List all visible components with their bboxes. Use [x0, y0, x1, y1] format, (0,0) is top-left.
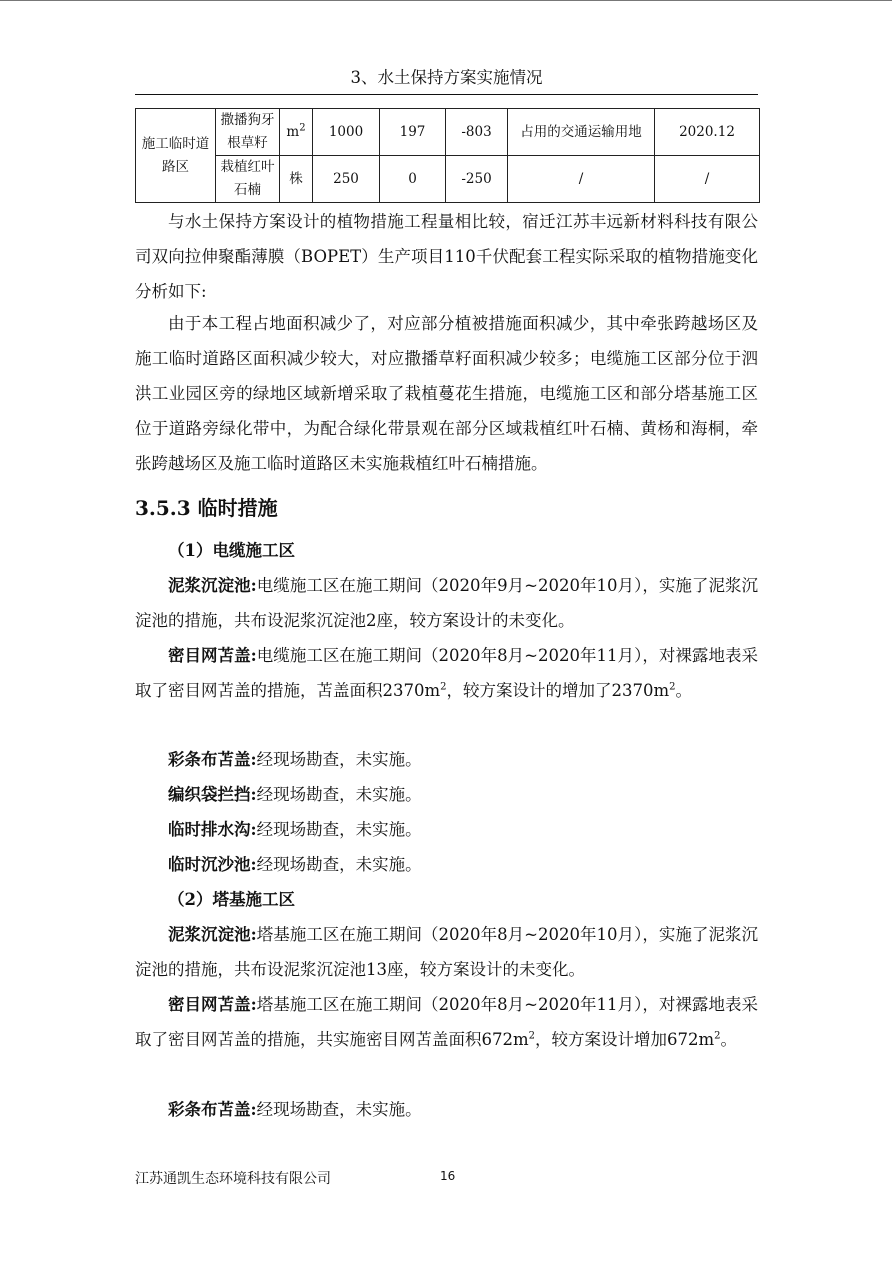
subheading-cable: （1）电缆施工区	[168, 541, 295, 560]
date-cell: /	[655, 156, 760, 203]
paragraph-comparison: 与水土保持方案设计的植物措施工程量相比较，宿迁江苏丰远新材料科技有限公司双向拉伸聚酯薄膜（BOPET）生产项目110千伏配套工程实际采取的植物措施变化分析如下:	[135, 212, 758, 301]
cable-sand-paragraph: 临时沉沙池:经现场勘查，未实施。	[168, 855, 422, 874]
header-rule	[135, 94, 758, 95]
cable-mud-text: 电缆施工区在施工期间（2020年9月~2020年10月），实施了泥浆沉淀池的措施，共布设泥浆沉淀池2座，较方案设计的未变化。	[135, 576, 758, 630]
paragraph-analysis: 由于本工程占地面积减少了，对应部分植被措施面积减少，其中牵张跨越场区及施工临时道路区面积减少较大，对应撒播草籽面积减少较多；电缆施工区部分位于泗洪工业园区旁的绿地区域新增采取了栽植蔓花生措施，电缆施工区和部分塔基施工区位于道路旁绿化带中，为配合绿化带景观在部分区域栽植红叶石楠、黄杨和海桐，牵张跨越场区及施工临时道路区未实施栽植红叶石楠措施。	[135, 314, 758, 473]
planned-cell: 1000	[313, 109, 380, 156]
table-row	[136, 156, 760, 203]
date-cell: 2020.12	[655, 109, 760, 156]
cable-net-paragraph: 密目网苫盖:电缆施工区在施工期间（2020年8月~2020年11月），对裸露地表采取了密目网苫盖的措施，苫盖面积$2370m^2$，较方案设计的增加了$2370m^2$。	[135, 646, 758, 700]
cable-mud-paragraph	[135, 568, 758, 638]
section-heading: 3.5.3 临时措施	[135, 496, 278, 520]
change-cell: -803	[446, 109, 508, 156]
cable-mud-label: 泥浆沉淀池:	[168, 576, 257, 595]
tower-cloth-paragraph: 彩条布苫盖:经现场勘查，未实施。	[168, 1100, 422, 1119]
page-header: 3、水土保持方案实施情况	[350, 68, 543, 87]
change-cell: -250	[446, 156, 508, 203]
tower-mud-paragraph: 泥浆沉淀池:塔基施工区在施工期间（2020年8月~2020年10月），实施了泥浆沉淀池的措施，共布设泥浆沉淀池13座，较方案设计的未变化。	[135, 925, 758, 979]
actual-cell: 0	[380, 156, 446, 203]
table-row	[136, 109, 760, 156]
top-border	[0, 0, 892, 1]
measures-table	[135, 108, 760, 203]
unit-cell: $m^2$	[280, 109, 313, 156]
planned-cell: 250	[313, 156, 380, 203]
measure-cell: 撒播狗牙根草籽	[216, 109, 280, 156]
cable-net-label: 密目网苫盖:	[168, 646, 257, 665]
cable-cloth-paragraph: 彩条布苫盖:经现场勘查，未实施。	[168, 750, 422, 769]
area-cell: 施工临时道路区	[136, 109, 216, 203]
unit-cell: 株	[280, 156, 313, 203]
subheading-tower: （2）塔基施工区	[168, 890, 295, 909]
measure-cell: 栽植红叶石楠	[216, 156, 280, 203]
cable-drain-paragraph: 临时排水沟:经现场勘查，未实施。	[168, 820, 422, 839]
actual-cell: 197	[380, 109, 446, 156]
cable-bag-paragraph: 编织袋拦挡:经现场勘查，未实施。	[168, 785, 422, 804]
note-cell: /	[508, 156, 655, 203]
tower-net-paragraph: 密目网苫盖:塔基施工区在施工期间（2020年8月~2020年11月），对裸露地表采取了密目网苫盖的措施，共实施密目网苫盖面积$672m^2$，较方案设计增加$672m^2$。	[135, 995, 758, 1049]
note-cell: 占用的交通运输用地	[508, 109, 655, 156]
page-number: 16	[440, 1169, 456, 1183]
footer-company: 江苏通凯生态环境科技有限公司	[135, 1171, 331, 1187]
